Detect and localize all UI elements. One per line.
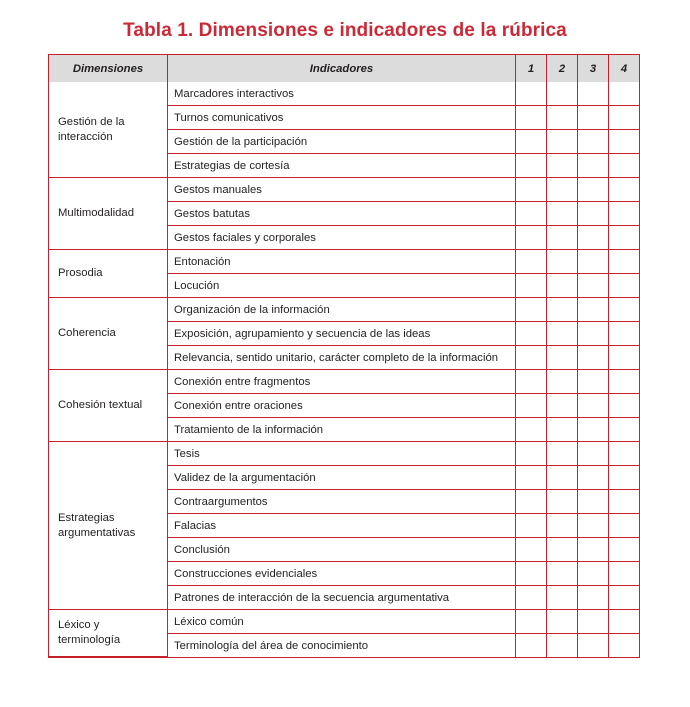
score-cell-3[interactable] [578,346,609,370]
indicator-cell: Organización de la información [168,298,516,322]
indicator-cell: Terminología del área de conocimiento [168,634,516,657]
score-cell-2[interactable] [547,490,578,514]
score-cell-2[interactable] [547,562,578,586]
score-cell-2[interactable] [547,154,578,178]
score-cell-2[interactable] [547,610,578,634]
score-cell-1[interactable] [516,322,547,346]
header-score-1: 1 [516,55,547,82]
score-cell-3[interactable] [578,562,609,586]
score-cell-4[interactable] [609,154,639,178]
indicator-cell: Tesis [168,442,516,466]
score-cell-4[interactable] [609,250,639,274]
score-cell-4[interactable] [609,586,639,610]
indicator-cell: Exposición, agrupamiento y secuencia de las ideas [168,322,516,346]
header-score-3: 3 [578,55,609,82]
score-cell-1[interactable] [516,250,547,274]
score-cell-3[interactable] [578,82,609,106]
score-cell-3[interactable] [578,106,609,130]
dimension-cell: Prosodia [49,250,168,298]
score-cell-4[interactable] [609,370,639,394]
table-row [49,82,639,106]
indicator-cell: Marcadores interactivos [168,82,516,106]
score-cell-3[interactable] [578,610,609,634]
header-row [49,55,639,82]
score-cell-4[interactable] [609,466,639,490]
score-cell-1[interactable] [516,394,547,418]
score-cell-3[interactable] [578,442,609,466]
score-cell-4[interactable] [609,610,639,634]
dimension-cell: Cohesión textual [49,370,168,442]
score-cell-4[interactable] [609,202,639,226]
score-cell-2[interactable] [547,514,578,538]
header-score-2: 2 [547,55,578,82]
score-cell-1[interactable] [516,178,547,202]
indicator-cell: Entonación [168,250,516,274]
score-cell-4[interactable] [609,82,639,106]
dimension-cell: Léxico y terminología [49,610,168,657]
score-cell-3[interactable] [578,394,609,418]
score-cell-3[interactable] [578,490,609,514]
score-cell-2[interactable] [547,82,578,106]
score-cell-1[interactable] [516,466,547,490]
score-cell-3[interactable] [578,370,609,394]
score-cell-3[interactable] [578,154,609,178]
indicator-cell: Estrategias de cortesía [168,154,516,178]
score-cell-4[interactable] [609,490,639,514]
score-cell-3[interactable] [578,298,609,322]
rubric-body [49,82,639,657]
score-cell-4[interactable] [609,634,639,657]
indicator-cell: Léxico común [168,610,516,634]
indicator-cell: Tratamiento de la información [168,418,516,442]
score-cell-1[interactable] [516,154,547,178]
score-cell-4[interactable] [609,178,639,202]
score-cell-1[interactable] [516,514,547,538]
score-cell-4[interactable] [609,562,639,586]
rubric-table [48,54,640,658]
table-row [49,442,639,466]
dimension-cell: Estrategias argumentativas [49,442,168,610]
table-title: Tabla 1. Dimensiones e indicadores de la rúbrica [123,20,567,41]
score-cell-3[interactable] [578,226,609,250]
dimension-cell: Multimodalidad [49,178,168,250]
score-cell-2[interactable] [547,442,578,466]
score-cell-4[interactable] [609,106,639,130]
score-cell-1[interactable] [516,538,547,562]
score-cell-1[interactable] [516,202,547,226]
score-cell-4[interactable] [609,538,639,562]
score-cell-2[interactable] [547,250,578,274]
score-cell-4[interactable] [609,130,639,154]
score-cell-1[interactable] [516,610,547,634]
dimension-cell: Gestión de la interacción [49,82,168,178]
score-cell-1[interactable] [516,490,547,514]
score-cell-1[interactable] [516,418,547,442]
table-row [49,610,639,634]
table-row [49,178,639,202]
indicator-cell: Gestión de la participación [168,130,516,154]
score-cell-2[interactable] [547,202,578,226]
indicator-cell: Locución [168,274,516,298]
score-cell-1[interactable] [516,106,547,130]
score-cell-4[interactable] [609,346,639,370]
score-cell-2[interactable] [547,418,578,442]
table-row [49,298,639,322]
indicator-cell: Relevancia, sentido unitario, carácter completo de la información [168,346,516,370]
score-cell-3[interactable] [578,538,609,562]
score-cell-2[interactable] [547,370,578,394]
score-cell-1[interactable] [516,226,547,250]
indicator-cell: Contraargumentos [168,490,516,514]
indicator-cell: Conexión entre oraciones [168,394,516,418]
score-cell-1[interactable] [516,130,547,154]
score-cell-2[interactable] [547,394,578,418]
score-cell-2[interactable] [547,226,578,250]
score-cell-4[interactable] [609,298,639,322]
score-cell-2[interactable] [547,298,578,322]
score-cell-3[interactable] [578,202,609,226]
score-cell-2[interactable] [547,346,578,370]
score-cell-4[interactable] [609,274,639,298]
indicator-cell: Construcciones evidenciales [168,562,516,586]
score-cell-3[interactable] [578,466,609,490]
score-cell-1[interactable] [516,442,547,466]
score-cell-3[interactable] [578,634,609,657]
score-cell-3[interactable] [578,586,609,610]
indicator-cell: Gestos faciales y corporales [168,226,516,250]
score-cell-1[interactable] [516,562,547,586]
score-cell-1[interactable] [516,346,547,370]
score-cell-1[interactable] [516,274,547,298]
header-score-4: 4 [609,55,639,82]
table-row [49,370,639,394]
indicator-cell: Validez de la argumentación [168,466,516,490]
indicator-cell: Gestos manuales [168,178,516,202]
score-cell-2[interactable] [547,178,578,202]
score-cell-3[interactable] [578,418,609,442]
score-cell-3[interactable] [578,250,609,274]
score-cell-2[interactable] [547,106,578,130]
score-cell-1[interactable] [516,370,547,394]
score-cell-4[interactable] [609,514,639,538]
header-dimensions: Dimensiones [49,55,168,82]
score-cell-4[interactable] [609,418,639,442]
score-cell-3[interactable] [578,178,609,202]
indicator-cell: Conclusión [168,538,516,562]
score-cell-2[interactable] [547,322,578,346]
score-cell-1[interactable] [516,586,547,610]
header-indicators: Indicadores [168,55,516,82]
score-cell-2[interactable] [547,586,578,610]
score-cell-3[interactable] [578,274,609,298]
score-cell-3[interactable] [578,130,609,154]
score-cell-2[interactable] [547,466,578,490]
indicator-cell: Turnos comunicativos [168,106,516,130]
score-cell-1[interactable] [516,634,547,657]
score-cell-4[interactable] [609,394,639,418]
score-cell-3[interactable] [578,322,609,346]
score-cell-3[interactable] [578,514,609,538]
indicator-cell: Conexión entre fragmentos [168,370,516,394]
score-cell-4[interactable] [609,226,639,250]
dimension-cell: Coherencia [49,298,168,370]
score-cell-2[interactable] [547,130,578,154]
score-cell-2[interactable] [547,538,578,562]
score-cell-1[interactable] [516,82,547,106]
score-cell-2[interactable] [547,274,578,298]
table-row [49,250,639,274]
score-cell-1[interactable] [516,298,547,322]
score-cell-4[interactable] [609,322,639,346]
score-cell-2[interactable] [547,634,578,657]
indicator-cell: Gestos batutas [168,202,516,226]
indicator-cell: Patrones de interacción de la secuencia argumentativa [168,586,516,610]
score-cell-4[interactable] [609,442,639,466]
indicator-cell: Falacias [168,514,516,538]
